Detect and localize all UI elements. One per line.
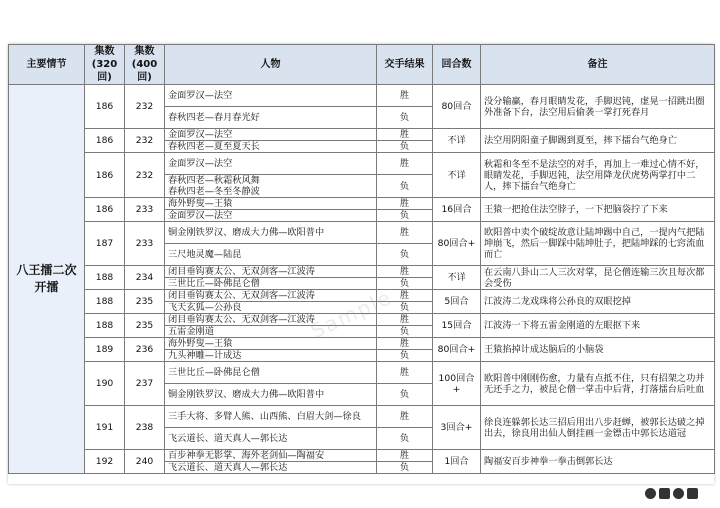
loser-result: 负 xyxy=(377,210,433,222)
footer-logo-icon xyxy=(673,488,684,499)
table-row xyxy=(9,338,715,350)
note-cell: 江波涛一下将五雷金刚道的左眼抠下来 xyxy=(481,314,715,338)
ep320-cell: 190 xyxy=(85,362,125,406)
winner-result: 胜 xyxy=(377,290,433,302)
table-row xyxy=(9,85,715,107)
loser-result: 负 xyxy=(377,428,433,450)
loser-cell: 飞云道长、道天真人—郭长达 xyxy=(165,462,377,474)
header-chars: 人物 xyxy=(165,45,377,85)
rounds-cell: 5回合 xyxy=(433,290,481,314)
winner-cell: 三手大将、多臂人熊、山西熊、白眉大剑—徐良 xyxy=(165,406,377,428)
rounds-cell: 15回合 xyxy=(433,314,481,338)
ep320-cell: 186 xyxy=(85,198,125,222)
winner-result: 胜 xyxy=(377,314,433,326)
winner-result: 胜 xyxy=(377,362,433,384)
loser-cell: 春秋四老—秋霜秋风舞 春秋四老—冬至冬静波 xyxy=(165,175,377,198)
loser-result: 负 xyxy=(377,384,433,406)
rounds-cell: 80回合+ xyxy=(433,338,481,362)
loser-cell: 五雷金刚道 xyxy=(165,326,377,338)
loser-cell: 金面罗汉—法空 xyxy=(165,210,377,222)
loser-cell: 飞云道长、道天真人—郭长达 xyxy=(165,428,377,450)
ep320-cell: 186 xyxy=(85,153,125,198)
watermark: Sample xyxy=(307,284,396,344)
note-cell: 江波涛二龙戏珠将公孙良的双眼挖掉 xyxy=(481,290,715,314)
table-row xyxy=(9,362,715,384)
footer-logo-icon xyxy=(659,488,670,499)
note-cell: 陶福安百步神拳一拳击倒郭长达 xyxy=(481,450,715,474)
header-plot: 主要情节 xyxy=(9,45,85,85)
note-cell: 王猿一把抢住法空脖子，一下把脑袋拧了下来 xyxy=(481,198,715,222)
loser-result: 负 xyxy=(377,302,433,314)
ep320-cell: 191 xyxy=(85,406,125,450)
loser-cell: 九头神雕—计成达 xyxy=(165,350,377,362)
winner-result: 胜 xyxy=(377,129,433,141)
ep320-cell: 186 xyxy=(85,129,125,153)
note-cell: 在云南八卦山二人三次对掌，昆仑僧连输三次且每次都会受伤 xyxy=(481,266,715,290)
header-result: 交手结果 xyxy=(377,45,433,85)
rounds-cell: 不详 xyxy=(433,129,481,153)
winner-cell: 铜金刚铁罗汉、磨成大力佛—欧阳普中 xyxy=(165,222,377,244)
winner-cell: 金面罗汉—法空 xyxy=(165,153,377,175)
rounds-cell: 不详 xyxy=(433,266,481,290)
loser-result: 负 xyxy=(377,326,433,338)
table-row xyxy=(9,198,715,210)
winner-cell: 金面罗汉—法空 xyxy=(165,129,377,141)
note-cell: 秋霜和冬至不是法空的对手，再加上一难过心情不好，眼睛发花，手脚迟钝，法空用降龙伏虎势两掌打中二人，摔下擂台气绝身亡 xyxy=(481,153,715,198)
ep400-cell: 234 xyxy=(125,266,165,290)
note-cell: 欧阳普中刚刚伤愈，力量有点抵不住，只有招架之功并无还手之力，被昆仑僧一掌击中后背，打落擂台后吐血 xyxy=(481,362,715,406)
ep400-cell: 235 xyxy=(125,314,165,338)
note-cell: 没分输赢，春月眼睛发花，手脚迟钝，虚晃一招跳出圈外准备下台，法空用后偷袭一掌打死春月 xyxy=(481,85,715,129)
table-frame xyxy=(8,44,714,484)
ep320-cell: 187 xyxy=(85,222,125,266)
header-ep320: 集数 (320回) xyxy=(85,45,125,85)
ep400-cell: 240 xyxy=(125,450,165,474)
note-cell: 欧阳普中卖个破绽故意让陆坤踢中自己，一提内气把陆坤崩飞，然后一脚踩中陆坤肚子，把陆坤踩的七窍流血而亡 xyxy=(481,222,715,266)
ep320-cell: 188 xyxy=(85,314,125,338)
rounds-cell: 3回合+ xyxy=(433,406,481,450)
winner-result: 胜 xyxy=(377,338,433,350)
winner-result: 胜 xyxy=(377,266,433,278)
rounds-cell: 不详 xyxy=(433,153,481,198)
ep320-cell: 186 xyxy=(85,85,125,129)
ep320-cell: 192 xyxy=(85,450,125,474)
table-row xyxy=(9,153,715,175)
table-row xyxy=(9,406,715,428)
winner-result: 胜 xyxy=(377,153,433,175)
ep320-cell: 188 xyxy=(85,290,125,314)
rounds-cell: 1回合 xyxy=(433,450,481,474)
winner-result: 胜 xyxy=(377,222,433,244)
note-cell: 法空用阴阳童子脚踢到夏至，摔下擂台气绝身亡 xyxy=(481,129,715,153)
ep400-cell: 232 xyxy=(125,85,165,129)
ep400-cell: 236 xyxy=(125,338,165,362)
loser-result: 负 xyxy=(377,141,433,153)
loser-cell: 三尺地灵魔—陆昆 xyxy=(165,244,377,266)
winner-cell: 三世比丘—卧佛昆仑僧 xyxy=(165,362,377,384)
loser-result: 负 xyxy=(377,462,433,474)
note-cell: 徐良连躲郭长达三招后用出八步赶蝉，被郭长达破之掉出去，徐良用出仙人倒挂画一金镖击中郭长达道冠 xyxy=(481,406,715,450)
loser-cell: 飞天玄狐—公孙良 xyxy=(165,302,377,314)
loser-result: 负 xyxy=(377,244,433,266)
winner-cell: 海外野叟—王猿 xyxy=(165,338,377,350)
rounds-cell: 16回合 xyxy=(433,198,481,222)
battle-table xyxy=(8,44,715,474)
ep400-cell: 235 xyxy=(125,290,165,314)
winner-cell: 闭目垂钩赛太公、无双剑客—江波涛 xyxy=(165,266,377,278)
rounds-cell: 100回合+ xyxy=(433,362,481,406)
winner-result: 胜 xyxy=(377,198,433,210)
winner-cell: 海外野叟—王猿 xyxy=(165,198,377,210)
loser-cell: 春秋四老—春月春光好 xyxy=(165,107,377,129)
loser-cell: 三世比丘—卧佛昆仑僧 xyxy=(165,278,377,290)
winner-cell: 百步神拳无影掌、海外老剑仙—陶福安 xyxy=(165,450,377,462)
winner-result: 胜 xyxy=(377,450,433,462)
loser-cell: 铜金刚铁罗汉、磨成大力佛—欧阳普中 xyxy=(165,384,377,406)
ep400-cell: 233 xyxy=(125,222,165,266)
header-ep400: 集数 (400回) xyxy=(125,45,165,85)
ep320-cell: 189 xyxy=(85,338,125,362)
plot-cell: 八王擂二次 开擂 xyxy=(9,85,85,474)
loser-result: 负 xyxy=(377,278,433,290)
ep400-cell: 238 xyxy=(125,406,165,450)
footer-logo-icon xyxy=(687,488,698,499)
winner-cell: 闭目垂钩赛太公、无双剑客—江波涛 xyxy=(165,290,377,302)
ep400-cell: 237 xyxy=(125,362,165,406)
header-rounds: 回合数 xyxy=(433,45,481,85)
rounds-cell: 80回合 xyxy=(433,85,481,129)
winner-result: 胜 xyxy=(377,406,433,428)
table-row xyxy=(9,266,715,278)
winner-cell: 金面罗汉—法空 xyxy=(165,85,377,107)
note-cell: 王猿掐掉计成达脑后的小脑袋 xyxy=(481,338,715,362)
loser-result: 负 xyxy=(377,350,433,362)
header-notes: 备注 xyxy=(481,45,715,85)
table-row xyxy=(9,222,715,244)
table-row xyxy=(9,450,715,462)
footer-credits xyxy=(645,486,698,500)
table-row xyxy=(9,129,715,141)
loser-result: 负 xyxy=(377,107,433,129)
ep320-cell: 188 xyxy=(85,266,125,290)
loser-result: 负 xyxy=(377,175,433,198)
ep400-cell: 232 xyxy=(125,153,165,198)
footer-logo-icon xyxy=(645,488,656,499)
rounds-cell: 80回合+ xyxy=(433,222,481,266)
winner-cell: 闭目垂钩赛太公、无双剑客—江波涛 xyxy=(165,314,377,326)
ep400-cell: 232 xyxy=(125,129,165,153)
ep400-cell: 233 xyxy=(125,198,165,222)
loser-cell: 春秋四老—夏至夏天长 xyxy=(165,141,377,153)
winner-result: 胜 xyxy=(377,85,433,107)
